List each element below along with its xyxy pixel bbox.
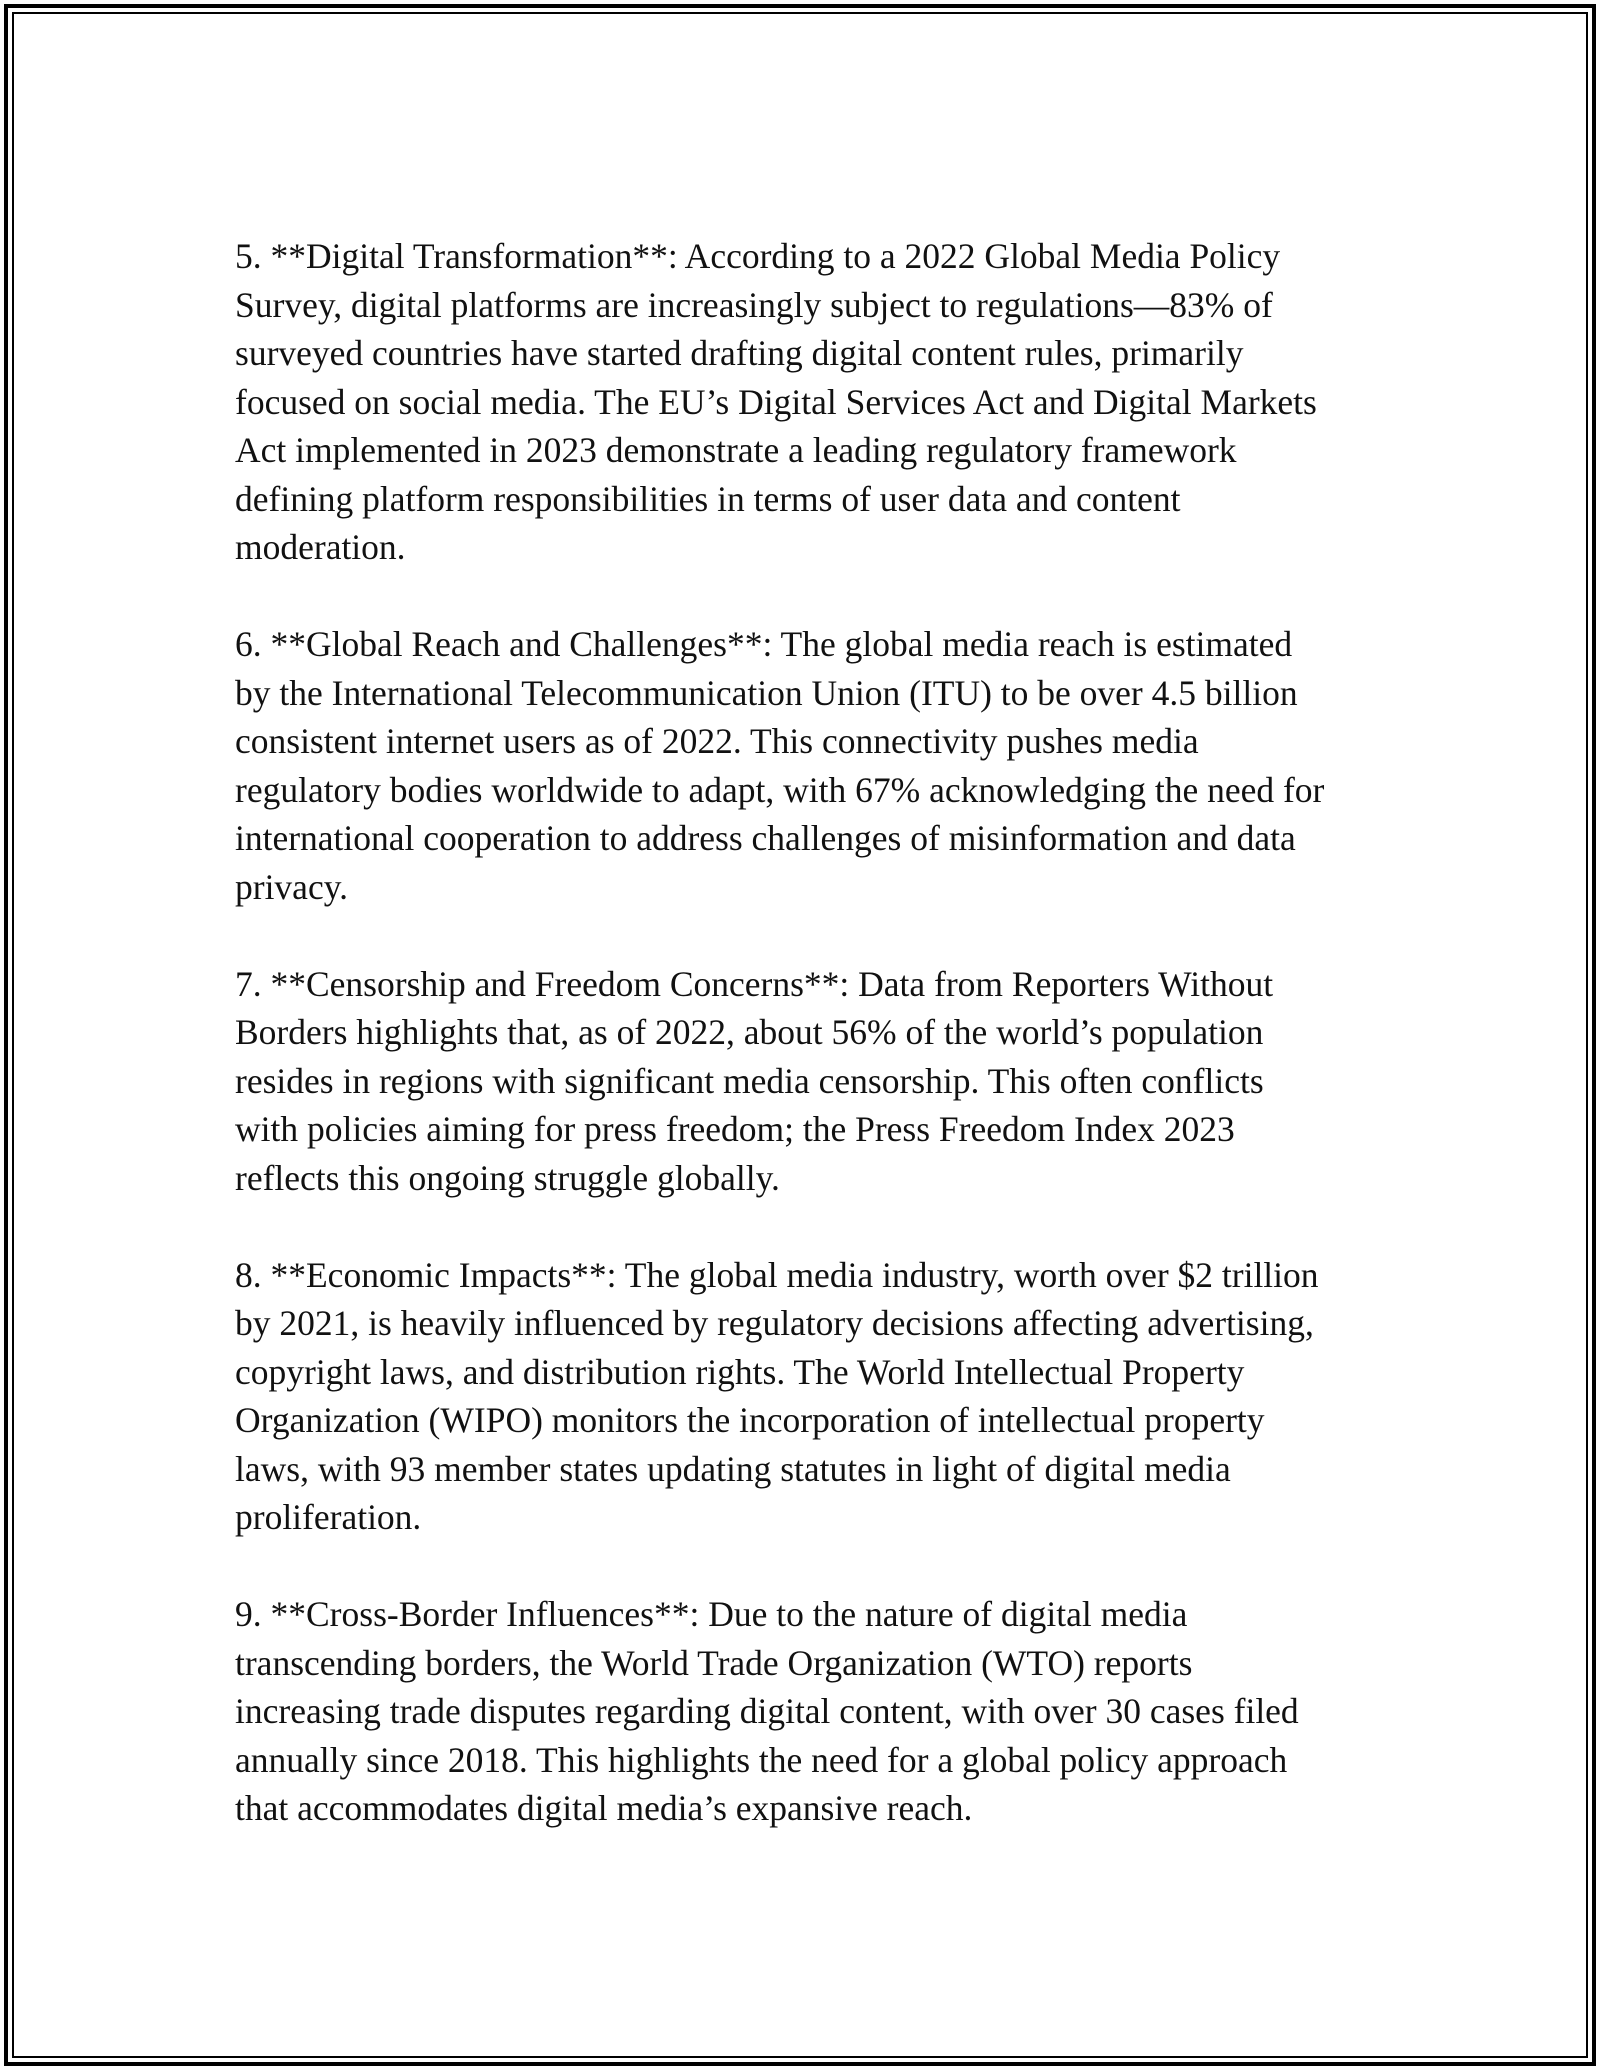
- text-line: 9. **Cross-Border Influences**: Due to the nature of digital media: [235, 1594, 1188, 1634]
- text-line: that accommodates digital media’s expansive reach.: [235, 1788, 973, 1828]
- text-line: regulatory bodies worldwide to adapt, with 67% acknowledging the need for: [235, 769, 1325, 810]
- paragraph-censorship: [235, 960, 1375, 1203]
- text-line: Organization (WIPO) monitors the incorporation of intellectual property: [235, 1400, 1265, 1440]
- text-line: international cooperation to address challenges of misinformation and data: [235, 818, 1296, 858]
- text-line: surveyed countries have started drafting digital content rules, primarily: [235, 333, 1244, 373]
- text-line: Survey, digital platforms are increasingly subject to regulations—83% of: [235, 284, 1273, 325]
- text-line: defining platform responsibilities in terms of user data and content: [235, 478, 1181, 519]
- text-line: by 2021, is heavily influenced by regulatory decisions affecting advertising,: [235, 1303, 1314, 1343]
- text-line: laws, with 93 member states updating statutes in light of digital media: [235, 1448, 1231, 1489]
- paragraph-cross-border: [235, 1590, 1375, 1833]
- text-line: reflects this ongoing struggle globally.: [235, 1157, 780, 1198]
- text-line: 5. **Digital Transformation**: According to a 2022 Global Media Policy: [235, 236, 1281, 276]
- text-line: 6. **Global Reach and Challenges**: The global media reach is estimated: [235, 624, 1293, 664]
- text-line: moderation.: [235, 527, 406, 567]
- text-line: with policies aiming for press freedom; the Press Freedom Index 2023: [235, 1109, 1235, 1149]
- text-line: resides in regions with significant media censorship. This often conflicts: [235, 1060, 1264, 1101]
- text-line: proliferation.: [235, 1497, 422, 1537]
- text-line: 7. **Censorship and Freedom Concerns**: Data from Reporters Without: [235, 963, 1274, 1004]
- text-line: copyright laws, and distribution rights. The World Intellectual Property: [235, 1351, 1245, 1392]
- text-line: Borders highlights that, as of 2022, about 56% of the world’s population: [235, 1012, 1264, 1052]
- paragraph-economic-impacts: [235, 1251, 1375, 1542]
- text-line: by the International Telecommunication Union (ITU) to be over 4.5 billion: [235, 672, 1298, 713]
- text-line: 8. **Economic Impacts**: The global media industry, worth over $2 trillion: [235, 1254, 1319, 1295]
- text-line: annually since 2018. This highlights the need for a global policy approach: [235, 1739, 1288, 1780]
- text-line: focused on social media. The EU’s Digital Services Act and Digital Markets: [235, 381, 1317, 422]
- text-line: consistent internet users as of 2022. This connectivity pushes media: [235, 721, 1199, 761]
- text-line: increasing trade disputes regarding digital content, with over 30 cases filed: [235, 1691, 1299, 1731]
- document-body: [235, 232, 1375, 1881]
- text-line: transcending borders, the World Trade Organization (WTO) reports: [235, 1642, 1193, 1683]
- paragraph-global-reach: [235, 620, 1375, 911]
- text-line: Act implemented in 2023 demonstrate a leading regulatory framework: [235, 430, 1237, 470]
- paragraph-digital-transformation: [235, 232, 1375, 572]
- text-line: privacy.: [235, 866, 349, 907]
